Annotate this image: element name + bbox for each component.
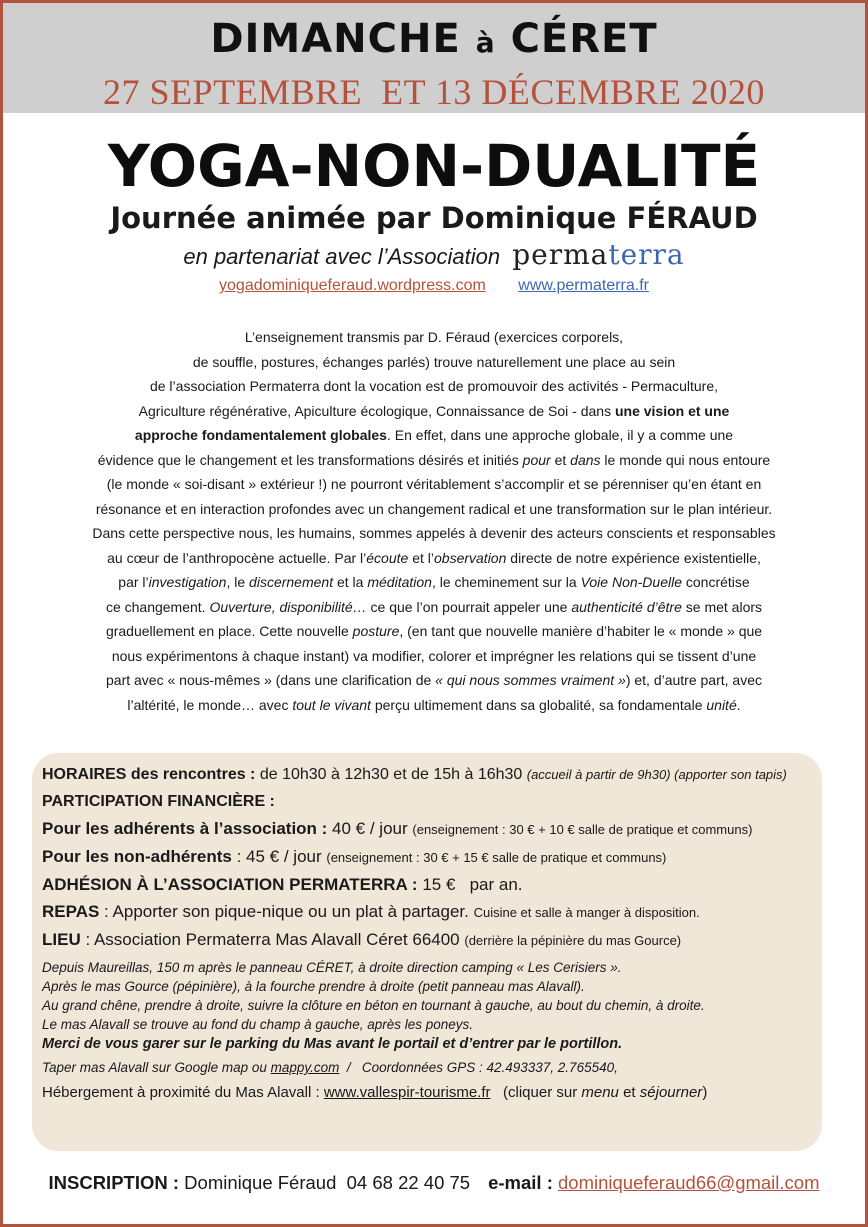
body-line: évidence que le changement et les transformations désirés et initiés bbox=[97, 451, 523, 468]
body-line: résonance et en interaction profondes avec un changement radical et une transformation sur le plan intérieur. bbox=[95, 500, 773, 517]
body-line: et la bbox=[333, 574, 368, 590]
main-title: YOGA-NON-DUALITÉ bbox=[107, 132, 761, 200]
email-label: e-mail : bbox=[488, 1172, 553, 1193]
direction-line: Après le mas Gource (pépinière), à la fourche prendre à droite (petit panneau mas Alavall). bbox=[42, 979, 585, 994]
body-line: l’altérité, le monde… avec bbox=[127, 696, 293, 713]
mappy-link[interactable]: mappy.com bbox=[270, 1060, 340, 1075]
body-italic: unité bbox=[706, 696, 737, 713]
body-line: par l’ bbox=[118, 574, 149, 590]
horaires-note: (accueil à partir de 9h30) (apporter son tapis) bbox=[526, 767, 787, 782]
repas-line bbox=[42, 900, 812, 924]
body-line: ce changement. bbox=[105, 598, 210, 615]
body-line: le monde qui nous entoure bbox=[600, 451, 771, 468]
body-paragraph bbox=[63, 325, 805, 717]
inscription-line bbox=[3, 1169, 865, 1197]
non-adherents-label: Pour les non-adhérents bbox=[42, 847, 232, 866]
body-line: et l’ bbox=[408, 549, 434, 566]
participation-heading bbox=[42, 790, 812, 813]
body-line: ce que l’on pourrait appeler une bbox=[366, 598, 572, 615]
repas-note: Cuisine et salle à manger à disposition. bbox=[473, 905, 700, 920]
adherents-price: 40 € / jour bbox=[327, 819, 413, 838]
body-italic: posture bbox=[352, 623, 400, 639]
body-italic: « qui nous sommes vraiment » bbox=[435, 672, 626, 688]
header-day: DIMANCHE bbox=[210, 16, 461, 62]
direction-line: Au grand chêne, prendre à droite, suivre la clôture en béton en tournant à gauche, au bout du chemin, à droite. bbox=[42, 998, 705, 1013]
body-line: . bbox=[736, 696, 741, 713]
hebergement-text: Hébergement à proximité du Mas Alavall : bbox=[42, 1084, 324, 1101]
lieu-note: (derrière la pépinière du mas Gource) bbox=[464, 933, 682, 948]
header-town: CÉRET bbox=[510, 16, 658, 62]
body-line: perçu ultimement dans sa globalité, sa fondamentale bbox=[370, 696, 707, 713]
hebergement-text: (cliquer sur bbox=[490, 1084, 582, 1101]
hebergement-italic: séjourner bbox=[639, 1084, 703, 1101]
direction-line: Depuis Maureillas, 150 m après le panneau CÉRET, à droite direction camping « Les Cerisiers ». bbox=[42, 960, 622, 975]
body-italic: Voie Non-Duelle bbox=[580, 574, 682, 590]
lieu-label: LIEU bbox=[42, 930, 81, 949]
adhesion-line bbox=[42, 873, 812, 896]
body-line: concrétise bbox=[682, 574, 750, 590]
non-adherents-line bbox=[42, 845, 812, 869]
horaires-value: de 10h30 à 12h30 et de 15h à 16h30 bbox=[255, 766, 527, 783]
body-line: . En effet, dans une approche globale, il y a comme une bbox=[386, 427, 734, 443]
body-line: (le monde « soi-disant » extérieur !) ne pourront véritablement s’accomplir et se pérenniser qu’en étant en bbox=[106, 476, 762, 492]
body-italic: méditation bbox=[367, 574, 432, 590]
body-line: se met alors bbox=[681, 598, 763, 615]
repas-label: REPAS bbox=[42, 902, 100, 921]
body-emphasis: approche fondamentalement globales bbox=[134, 427, 387, 443]
lieu-line bbox=[42, 928, 812, 952]
logo-part-perma: perma bbox=[512, 238, 609, 271]
horaires-label: HORAIRES des rencontres : bbox=[42, 766, 256, 783]
email-link[interactable]: dominiqueferaud66@gmail.com bbox=[558, 1172, 820, 1193]
logo-part-terra: terra bbox=[608, 238, 685, 271]
body-line: et bbox=[550, 451, 571, 468]
subtitle: Journée animée par Dominique FÉRAUD bbox=[110, 201, 758, 235]
permaterra-logo bbox=[512, 238, 684, 271]
hebergement-line bbox=[42, 1081, 812, 1105]
blog-link[interactable]: yogadominiqueferaud.wordpress.com bbox=[219, 277, 486, 294]
body-italic: écoute bbox=[366, 549, 409, 566]
header-dates: 27 SEPTEMBRE ET 13 DÉCEMBRE 2020 bbox=[103, 72, 765, 112]
vallespir-link[interactable]: www.vallespir-tourisme.fr bbox=[323, 1084, 491, 1101]
partner-line bbox=[3, 238, 865, 271]
body-line: L’enseignement transmis par D. Féraud (exercices corporels, bbox=[244, 329, 624, 345]
non-adherents-note: (enseignement : 30 € + 15 € salle de pratique et communs) bbox=[326, 850, 667, 865]
body-line: de souffle, postures, échanges parlés) trouve naturellement une place au sein bbox=[192, 353, 676, 370]
body-italic: observation bbox=[434, 549, 507, 566]
inscription-label: INSCRIPTION : bbox=[48, 1172, 180, 1193]
header-location bbox=[3, 3, 865, 65]
hebergement-italic: menu bbox=[581, 1084, 619, 1101]
body-line: de l’association Permaterra dont la vocation est de promouvoir des activités - Permaculture, bbox=[149, 378, 719, 394]
participation-label: PARTICIPATION FINANCIÈRE : bbox=[42, 793, 275, 810]
body-emphasis: une vision et une bbox=[614, 402, 730, 419]
gps-coordinates: / Coordonnées GPS : 42.493337, 2.765540, bbox=[339, 1060, 618, 1075]
parking-notice: Merci de vous garer sur le parking du Mas avant le portail et d’entrer par le portillon. bbox=[42, 1036, 623, 1052]
adhesion-label: ADHÉSION À L’ASSOCIATION PERMATERRA : bbox=[42, 875, 418, 894]
header-band bbox=[3, 3, 865, 113]
repas-value: : Apporter son pique-nique ou un plat à partager. bbox=[99, 902, 474, 921]
body-line: Dans cette perspective nous, les humains, sommes appelés à devenir des acteurs conscients et responsables bbox=[92, 525, 776, 541]
body-italic: investigation bbox=[148, 574, 227, 590]
hebergement-text: ) bbox=[702, 1084, 708, 1101]
body-italic: Ouverture, disponibilité… bbox=[209, 598, 367, 615]
adherents-line bbox=[42, 817, 812, 841]
body-line: ) et, d’autre part, avec bbox=[625, 672, 762, 688]
hebergement-text: et bbox=[618, 1084, 640, 1101]
body-line: directe de notre expérience existentielle, bbox=[506, 549, 761, 566]
direction-line: Le mas Alavall se trouve au fond du champ à gauche, après les poneys. bbox=[42, 1017, 474, 1032]
body-italic: tout le vivant bbox=[292, 696, 371, 713]
body-line: nous expérimentons à chaque instant) va modifier, colorer et imprégner les relations qui se tissent d’une bbox=[111, 647, 757, 664]
horaires-line bbox=[42, 763, 812, 786]
links-row bbox=[3, 275, 865, 297]
adherents-label: Pour les adhérents à l’association : bbox=[42, 819, 328, 838]
gps-text: Taper mas Alavall sur Google map ou bbox=[42, 1060, 271, 1075]
body-italic: authenticité d’être bbox=[571, 598, 682, 615]
permaterra-link[interactable]: www.permaterra.fr bbox=[518, 277, 649, 294]
body-line: graduellement en place. Cette nouvelle bbox=[105, 623, 353, 639]
inscription-contact: Dominique Féraud 04 68 22 40 75 bbox=[179, 1172, 471, 1193]
body-line: , le cheminement sur la bbox=[431, 574, 581, 590]
adhesion-price: 15 € par an. bbox=[417, 875, 523, 894]
header-preposition: à bbox=[475, 26, 496, 59]
body-italic: discernement bbox=[249, 574, 334, 590]
body-italic: pour bbox=[522, 451, 551, 468]
body-line: Agriculture régénérative, Apiculture écologique, Connaissance de Soi - dans bbox=[138, 402, 615, 419]
partner-text: en partenariat avec l’Association bbox=[183, 244, 501, 269]
adherents-note: (enseignement : 30 € + 10 € salle de pratique et communs) bbox=[412, 822, 753, 837]
directions bbox=[42, 958, 812, 1034]
non-adherents-price: : 45 € / jour bbox=[231, 847, 327, 866]
body-line: part avec « nous-mêmes » (dans une clarification de bbox=[106, 672, 436, 688]
body-line: , le bbox=[226, 574, 250, 590]
body-line: , (en tant que nouvelle manière d’habiter le « monde » que bbox=[399, 623, 763, 639]
body-line: au cœur de l’anthropocène actuelle. Par l’ bbox=[107, 549, 367, 566]
practical-info-box bbox=[32, 753, 822, 1151]
body-italic: dans bbox=[570, 451, 601, 468]
gps-line bbox=[42, 1057, 812, 1079]
lieu-value: : Association Permaterra Mas Alavall Céret 66400 bbox=[80, 930, 465, 949]
